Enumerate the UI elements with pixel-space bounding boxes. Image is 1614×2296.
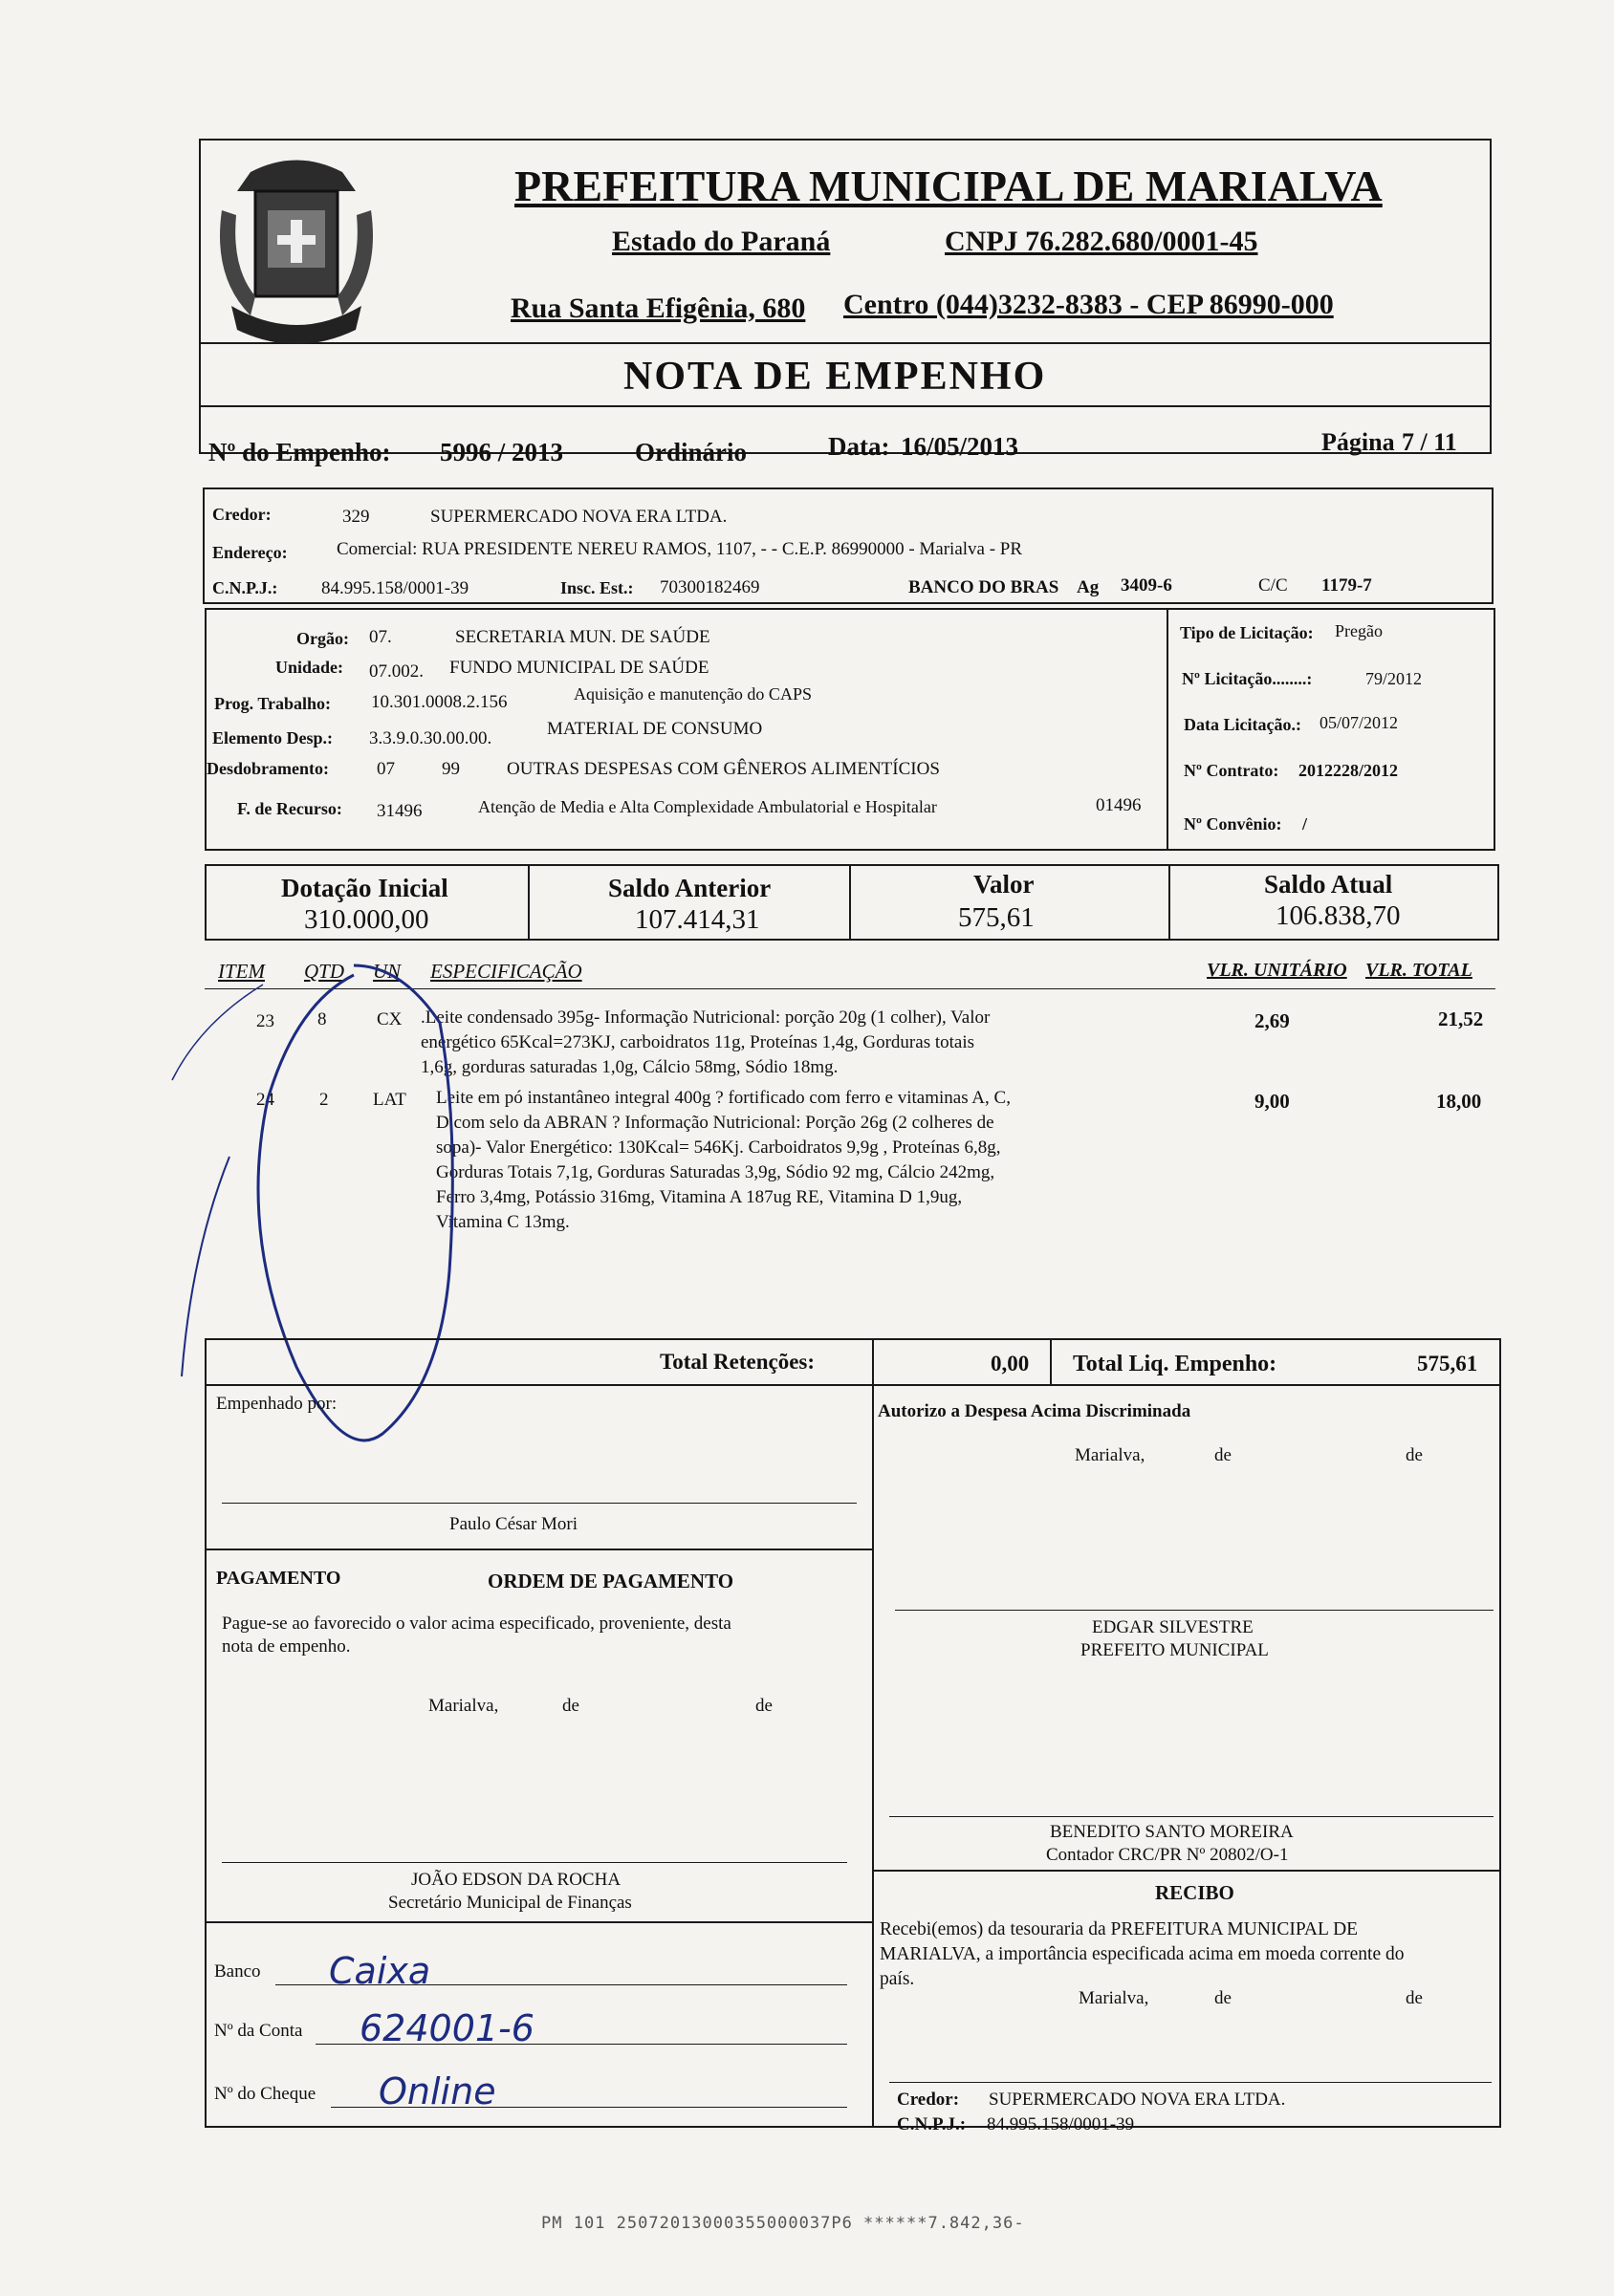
contrato-label: Nº Contrato:: [1184, 761, 1279, 780]
signature-line: [895, 1610, 1494, 1611]
payment-text-2: nota de empenho.: [222, 1636, 351, 1657]
empenhado-name: Paulo César Mori: [449, 1514, 578, 1534]
secretario-name: JOÃO EDSON DA ROCHA: [411, 1870, 622, 1890]
divider: [1168, 864, 1170, 941]
signature-line: [222, 1503, 857, 1504]
insc-label: Insc. Est.:: [560, 578, 634, 597]
divider: [872, 1870, 1501, 1872]
banco-handwritten: Caixa: [329, 1950, 431, 1992]
prefeito-name: EDGAR SILVESTRE: [1092, 1617, 1254, 1637]
col-vlr-total: VLR. TOTAL: [1365, 960, 1472, 981]
orgao-code: 07.: [369, 627, 392, 647]
desd-code2: 99: [442, 759, 460, 779]
divider: [872, 1338, 874, 2128]
fonte: Atenção de Media e Alta Complexidade Ambulatorial e Hospitalar: [478, 797, 937, 816]
autorizo-de1: de: [1214, 1445, 1232, 1465]
convenio-label: Nº Convênio:: [1184, 814, 1282, 834]
retencoes-value: 0,00: [991, 1352, 1030, 1375]
ag: 3409-6: [1121, 575, 1172, 596]
signature-line: [889, 1816, 1494, 1817]
autorizo-de2: de: [1406, 1445, 1423, 1465]
desd-code: 07: [377, 759, 395, 779]
desd-label: Desdobramento:: [207, 759, 329, 778]
valor-label: Valor: [973, 870, 1035, 899]
cc: 1179-7: [1321, 575, 1372, 596]
divider: [205, 1384, 1501, 1386]
credor-name: SUPERMERCADO NOVA ERA LTDA.: [430, 507, 728, 527]
credor-label: Credor:: [212, 505, 272, 524]
fonte-code: 31496: [377, 801, 423, 821]
description-line: Vitamina C 13mg.: [436, 1212, 570, 1232]
data-licitacao: 05/07/2012: [1320, 713, 1399, 732]
header-address: Rua Santa Efigênia, 680: [511, 292, 806, 324]
contrato: 2012228/2012: [1298, 761, 1399, 780]
col-un: UN: [373, 960, 402, 983]
col-especificacao: ESPECIFICAÇÃO: [430, 960, 582, 983]
unidade-code: 07.002.: [369, 661, 424, 682]
autorizo-text: Autorizo a Despesa Acima Discriminada: [878, 1401, 1191, 1421]
description-line: 1,6g, gorduras saturadas 1,0g, Cálcio 58mg, Sódio 18mg.: [421, 1057, 839, 1077]
item-unit-price: 2,69: [1254, 1009, 1290, 1032]
divider: [528, 864, 530, 941]
prog-code: 10.301.0008.2.156: [371, 692, 508, 712]
item-total: 18,00: [1436, 1090, 1482, 1113]
fonte-code2: 01496: [1096, 795, 1142, 815]
document-title: NOTA DE EMPENHO: [623, 355, 1047, 399]
description-line: Leite em pó instantâneo integral 400g ? fortificado com ferro e vitaminas A, C,: [436, 1088, 1011, 1108]
retencoes-label: Total Retenções:: [660, 1350, 816, 1374]
cnpj: 84.995.158/0001-39: [321, 578, 469, 598]
insc: 70300182469: [660, 577, 760, 597]
payment-text-1: Pague-se ao favorecido o valor acima especificado, proveniente, desta: [222, 1614, 731, 1634]
footer-stamp: PM 101 25072013000355000037P6 ******7.842,36-: [541, 2214, 1025, 2233]
dotacao-label: Dotação Inicial: [281, 874, 448, 902]
total-liq-value: 575,61: [1417, 1352, 1478, 1375]
cheque-label: Nº do Cheque: [214, 2084, 316, 2104]
valor-value: 575,61: [958, 902, 1035, 933]
conta-handwritten: 624001-6: [360, 2007, 534, 2049]
payment-place: Marialva,: [428, 1696, 499, 1716]
description-line: energético 65Kcal=273KJ, carboidratos 11g, Proteínas 1,4g, Gorduras totais: [421, 1032, 974, 1052]
header-cnpj: CNPJ 76.282.680/0001-45: [945, 226, 1258, 257]
col-vlr-unitario: VLR. UNITÁRIO: [1207, 960, 1347, 981]
divider: [205, 1549, 872, 1550]
empenho-number: 5996 / 2013: [440, 438, 564, 466]
fonte-label: F. de Recurso:: [237, 799, 342, 818]
header-title: PREFEITURA MUNICIPAL DE MARIALVA: [514, 162, 1383, 210]
prog-label: Prog. Trabalho:: [214, 694, 332, 713]
dotacao-value: 310.000,00: [304, 904, 429, 935]
payment-de1: de: [562, 1696, 579, 1716]
municipal-crest-logo: [212, 153, 381, 349]
cc-label: C/C: [1258, 575, 1288, 596]
divider: [849, 864, 851, 941]
item-number: 24: [256, 1090, 274, 1110]
recibo-cnpj: 84.995.158/0001-39: [987, 2114, 1135, 2134]
autorizo-place: Marialva,: [1075, 1445, 1145, 1465]
orgao: SECRETARIA MUN. DE SAÚDE: [455, 627, 710, 647]
recibo-text-2: MARIALVA, a importância especificada acima em moeda corrente do: [880, 1944, 1405, 1964]
recibo-de2: de: [1406, 1988, 1423, 2008]
item-number: 23: [256, 1011, 274, 1031]
item-total: 21,52: [1438, 1007, 1484, 1030]
saldo-anterior-label: Saldo Anterior: [608, 874, 772, 902]
empenho-date: 16/05/2013: [901, 432, 1019, 461]
desd: OUTRAS DESPESAS COM GÊNEROS ALIMENTÍCIOS: [507, 759, 940, 779]
recibo-place: Marialva,: [1079, 1988, 1149, 2008]
recibo-de1: de: [1214, 1988, 1232, 2008]
divider: [1050, 1338, 1052, 1384]
item-unit-price: 9,00: [1254, 1090, 1290, 1113]
page-label: Página: [1321, 428, 1395, 456]
credor-code: 329: [342, 507, 370, 527]
tipo-licitacao: Pregão: [1335, 621, 1383, 640]
licitacao: 79/2012: [1365, 669, 1423, 688]
item-un: CX: [377, 1009, 403, 1029]
unidade: FUNDO MUNICIPAL DE SAÚDE: [449, 658, 709, 678]
recibo-text-1: Recebi(emos) da tesouraria da PREFEITURA MUNICIPAL DE: [880, 1919, 1359, 1939]
secretario-title: Secretário Municipal de Finanças: [388, 1893, 632, 1913]
prog: Aquisição e manutenção do CAPS: [574, 684, 812, 704]
saldo-atual-label: Saldo Atual: [1264, 870, 1393, 899]
licitacao-label: Nº Licitação........:: [1182, 669, 1313, 688]
item-qtd: 8: [317, 1009, 327, 1029]
pagamento-title: PAGAMENTO: [216, 1568, 341, 1589]
endereco-label: Endereço:: [212, 543, 288, 562]
divider: [205, 1921, 872, 1923]
description-line: Gorduras Totais 7,1g, Gorduras Saturadas 3,9g, Sódio 92 mg, Cálcio 242mg,: [436, 1162, 995, 1182]
recibo-credor: SUPERMERCADO NOVA ERA LTDA.: [989, 2090, 1286, 2110]
header-state: Estado do Paraná: [612, 226, 831, 257]
recibo-text-3: país.: [880, 1969, 915, 1989]
cheque-handwritten: Online: [379, 2070, 496, 2112]
total-liq-label: Total Liq. Empenho:: [1073, 1352, 1277, 1376]
contador-name: BENEDITO SANTO MOREIRA: [1050, 1822, 1294, 1842]
header-address-rest: Centro (044)3232-8383 - CEP 86990-000: [843, 289, 1334, 320]
divider: [199, 405, 1492, 407]
recibo-credor-label: Credor:: [897, 2090, 960, 2110]
ag-label: Ag: [1077, 577, 1100, 597]
convenio: /: [1302, 814, 1308, 834]
empenho-number-label: Nº do Empenho:: [208, 438, 391, 466]
item-un: LAT: [373, 1090, 406, 1110]
item-qtd: 2: [319, 1090, 329, 1110]
signature-line: [889, 2082, 1492, 2083]
description-line: .Leite condensado 395g- Informação Nutricional: porção 20g (1 colher), Valor: [421, 1007, 991, 1028]
banco: BANCO DO BRAS: [908, 577, 1059, 597]
endereco: Comercial: RUA PRESIDENTE NEREU RAMOS, 1107, - - C.E.P. 86990000 - Marialva - PR: [337, 539, 1023, 559]
divider: [199, 342, 1492, 344]
description-line: sopa)- Valor Energético: 130Kcal= 546Kj. Carboidratos 9,9g , Proteínas 6,8g,: [436, 1137, 1001, 1158]
col-qtd: QTD: [304, 960, 345, 983]
signature-line: [222, 1862, 847, 1863]
page-number: 7 / 11: [1402, 428, 1457, 456]
cnpj-label: C.N.P.J.:: [212, 578, 278, 597]
prefeito-title: PREFEITO MUNICIPAL: [1080, 1640, 1269, 1660]
elem-label: Elemento Desp.:: [212, 728, 333, 747]
empenhado-label: Empenhado por:: [216, 1394, 338, 1414]
empenho-date-label: Data:: [828, 432, 890, 461]
recibo-cnpj-label: C.N.P.J.:: [897, 2114, 967, 2134]
empenho-type: Ordinário: [635, 438, 748, 466]
saldo-atual-value: 106.838,70: [1276, 900, 1401, 931]
elem-code: 3.3.9.0.30.00.00.: [369, 728, 492, 748]
saldo-anterior-value: 107.414,31: [635, 904, 760, 935]
col-item: ITEM: [218, 960, 265, 983]
recibo-title: RECIBO: [1155, 1881, 1234, 1904]
orgao-label: Orgão:: [296, 629, 349, 648]
divider: [1167, 608, 1168, 851]
data-licitacao-label: Data Licitação.:: [1184, 715, 1301, 734]
description-line: Ferro 3,4mg, Potássio 316mg, Vitamina A 187ug RE, Vitamina D 1,9ug,: [436, 1187, 963, 1207]
conta-label: Nº da Conta: [214, 2021, 303, 2041]
banco-label: Banco: [214, 1961, 261, 1982]
tipo-licitacao-label: Tipo de Licitação:: [1180, 623, 1314, 642]
ordem-pagamento-title: ORDEM DE PAGAMENTO: [488, 1570, 734, 1592]
elem: MATERIAL DE CONSUMO: [547, 719, 763, 739]
unidade-label: Unidade:: [275, 658, 344, 677]
description-line: D com selo da ABRAN ? Informação Nutricional: Porção 26g (2 colheres de: [436, 1113, 994, 1133]
payment-de2: de: [755, 1696, 773, 1716]
contador-title: Contador CRC/PR Nº 20802/O-1: [1046, 1845, 1289, 1865]
